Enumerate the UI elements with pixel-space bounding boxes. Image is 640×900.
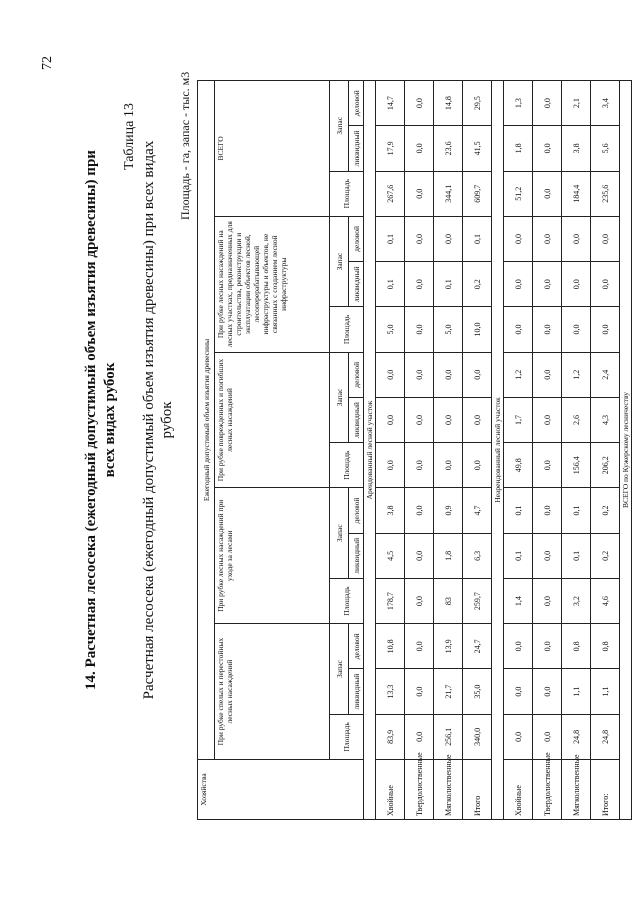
table-cell: 0,0 (533, 714, 562, 759)
table-cell: 29,5 (463, 81, 492, 126)
table-cell: 0,0 (591, 216, 620, 261)
table-cell: 0,0 (405, 126, 434, 171)
table-cell: 0,0 (405, 578, 434, 623)
table-cell: 0,2 (591, 533, 620, 578)
table-row (434, 81, 463, 820)
table-cell: 0,0 (504, 307, 533, 352)
table-cell: 1,3 (504, 81, 533, 126)
group-header: При рубке лесных насаждений на лесных участках, предназначенных для строительства, реконструкции и эксплуатации объектов лесной, лесоперерабатывающей инфраструктуры и объектов, не связанных с созданием лесной инфраструктуры (215, 216, 330, 352)
business-header: деловой (349, 81, 364, 126)
table-cell: 267,6 (376, 171, 405, 216)
row-name: Хвойные (376, 760, 405, 820)
table-cell: 10,0 (463, 307, 492, 352)
table-cell: 1,7 (504, 397, 533, 442)
group-header: При рубке спелых и перестойных лесных насаждений (215, 624, 330, 760)
row-name: Итого (463, 760, 492, 820)
table-cell: 3,8 (376, 488, 405, 533)
table-cell: 0,0 (533, 171, 562, 216)
table-row (376, 81, 405, 820)
table-cell: 83,9 (376, 714, 405, 759)
table-cell: 1,8 (504, 126, 533, 171)
row-name: Мягколиственные (434, 760, 463, 820)
table-cell: 0,0 (434, 397, 463, 442)
table-cell: 17,9 (376, 126, 405, 171)
table-cell: 21,7 (434, 669, 463, 714)
table-cell: 0,0 (405, 352, 434, 397)
table-cell: 0,0 (504, 714, 533, 759)
table-cell: 0,0 (434, 443, 463, 488)
table-cell: 4,7 (463, 488, 492, 533)
business-header: деловой (349, 216, 364, 261)
table-cell: 0,0 (562, 307, 591, 352)
table-cell: 0,0 (591, 262, 620, 307)
table-cell: 0,0 (533, 533, 562, 578)
table-cell: 13,3 (376, 669, 405, 714)
table-cell: 0,0 (533, 578, 562, 623)
table-cell: 344,1 (434, 171, 463, 216)
table-cell: 24,7 (463, 624, 492, 669)
liquid-header: ликвидный (349, 397, 364, 442)
table-cell: 14,8 (434, 81, 463, 126)
section-row (492, 81, 504, 820)
stock-header: Запас (330, 624, 349, 715)
table-cell: 0,0 (376, 397, 405, 442)
table-cell: 184,4 (562, 171, 591, 216)
table-cell: 0,0 (405, 624, 434, 669)
business-header: деловой (349, 352, 364, 397)
table-cell: 178,7 (376, 578, 405, 623)
table-cell: 13,9 (434, 624, 463, 669)
table-cell: 0,0 (533, 397, 562, 442)
table-cell: 3,4 (591, 81, 620, 126)
table-cell: 0,0 (533, 488, 562, 533)
table-cell: 4,6 (591, 578, 620, 623)
area-header: Площадь (330, 578, 364, 623)
table-cell: 1,8 (434, 533, 463, 578)
table-cell: 0,8 (591, 624, 620, 669)
group-header: При рубке лесных насаждений при уходе за лесами (215, 488, 330, 624)
table-cell: 0,0 (434, 352, 463, 397)
table-cell: 0,0 (405, 307, 434, 352)
table-cell: 35,0 (463, 669, 492, 714)
section-row (364, 81, 376, 820)
row-name: Твердолиственные (405, 760, 434, 820)
stock-header: Запас (330, 488, 349, 579)
table-cell: 0,9 (434, 488, 463, 533)
table-cell: 3,8 (562, 126, 591, 171)
table-cell: 0,0 (504, 669, 533, 714)
table-cell: 4,3 (591, 397, 620, 442)
table-cell: 2,4 (591, 352, 620, 397)
table-cell: 6,3 (463, 533, 492, 578)
table-cell: 0,0 (562, 216, 591, 261)
table-row (533, 81, 562, 820)
table-cell: 0,1 (504, 488, 533, 533)
table-cell: 0,0 (533, 262, 562, 307)
table-cell: 5,0 (434, 307, 463, 352)
row-name: Мягколиственные (562, 760, 591, 820)
area-header: Площадь (330, 307, 364, 352)
table-cell: 0,2 (463, 262, 492, 307)
table-cell: 0,0 (405, 669, 434, 714)
table-cell: 0,0 (533, 443, 562, 488)
table-cell: 41,5 (463, 126, 492, 171)
stock-header: Запас (330, 81, 349, 172)
table-cell: 4,5 (376, 533, 405, 578)
table-caption: Расчетная лесосека (ежегодный допустимый объем изъятия древесины) при всех видах рубок (141, 140, 175, 700)
table-cell: 0,0 (463, 397, 492, 442)
data-table (197, 80, 632, 820)
table-cell: 0,0 (405, 81, 434, 126)
table-cell: 0,1 (376, 216, 405, 261)
liquid-header: ликвидный (349, 126, 364, 171)
table-cell: 256,1 (434, 714, 463, 759)
table-cell: 0,1 (376, 262, 405, 307)
footer-row (620, 81, 632, 820)
table-cell: 0,0 (533, 216, 562, 261)
area-header: Площадь (330, 443, 364, 488)
area-header: Площадь (330, 714, 364, 759)
table-cell: 2,6 (562, 397, 591, 442)
row-name: Итого: (591, 760, 620, 820)
table-row (504, 81, 533, 820)
table-cell: 24,8 (562, 714, 591, 759)
table-cell: 0,0 (376, 443, 405, 488)
table-cell: 206,2 (591, 443, 620, 488)
liquid-header: ликвидный (349, 533, 364, 578)
table-cell: 0,0 (533, 81, 562, 126)
table-cell: 0,0 (591, 307, 620, 352)
table-cell: 0,0 (533, 624, 562, 669)
table-cell: 0,2 (591, 488, 620, 533)
table-cell: 0,0 (533, 126, 562, 171)
table-row (463, 81, 492, 820)
table-cell: 0,0 (463, 443, 492, 488)
farms-header: Хозяйства (198, 760, 364, 820)
table-body (364, 81, 632, 820)
area-header: Площадь (330, 171, 364, 216)
table-cell: 0,1 (504, 533, 533, 578)
table-cell: 259,7 (463, 578, 492, 623)
table-cell: 49,8 (504, 443, 533, 488)
table-cell: 1,1 (562, 669, 591, 714)
table-cell: 24,8 (591, 714, 620, 759)
table-cell: 235,6 (591, 171, 620, 216)
liquid-header: ликвидный (349, 669, 364, 714)
table-cell: 0,0 (533, 307, 562, 352)
units-label: Площадь - га, запас - тыс. м3 (178, 71, 192, 220)
table-cell: 0,0 (504, 624, 533, 669)
group-header: ВСЕГО (215, 81, 330, 217)
table-cell: 0,1 (562, 488, 591, 533)
table-cell: 0,0 (504, 262, 533, 307)
table-cell: 0,0 (405, 533, 434, 578)
table-cell: 0,0 (405, 262, 434, 307)
table-cell: 1,2 (504, 352, 533, 397)
table-cell: 5,0 (376, 307, 405, 352)
section-label: Арендованный лесной участок (364, 81, 376, 820)
table-cell: 1,1 (591, 669, 620, 714)
table-cell: 14,7 (376, 81, 405, 126)
table-cell: 0,0 (405, 443, 434, 488)
table-cell: 0,0 (405, 488, 434, 533)
stock-header: Запас (330, 216, 349, 307)
table-cell: 156,4 (562, 443, 591, 488)
business-header: деловой (349, 488, 364, 533)
group-header: При рубке поврежденных и погибших лесных насаждений (215, 352, 330, 488)
table-cell: 0,0 (405, 397, 434, 442)
table-cell: 0,0 (405, 714, 434, 759)
table-cell: 1,2 (562, 352, 591, 397)
table-cell: 0,1 (562, 533, 591, 578)
table-cell: 340,0 (463, 714, 492, 759)
section-label: Неарендованный лесной участок (492, 81, 504, 820)
footer-label: ВСЕГО по Кужерскому лесничеству (620, 81, 632, 820)
table-row (562, 81, 591, 820)
table-cell: 0,0 (405, 171, 434, 216)
table-row (405, 81, 434, 820)
table-row (591, 81, 620, 820)
table-cell: 0,0 (562, 262, 591, 307)
table-cell: 0,0 (504, 216, 533, 261)
annual-header: Ежегодный допустимый объем изъятия древесины (198, 81, 215, 760)
business-header: деловой (349, 624, 364, 669)
table-cell: 0,1 (434, 262, 463, 307)
table-cell: 0,0 (376, 352, 405, 397)
table-cell: 609,7 (463, 171, 492, 216)
section-heading: 14. Расчетная лесосека (ежегодный допустимый объем изъятия древесины) при всех видах рубок (83, 150, 118, 690)
row-name: Хвойные (504, 760, 533, 820)
table-cell: 1,4 (504, 578, 533, 623)
table-cell: 83 (434, 578, 463, 623)
table-cell: 0,0 (405, 216, 434, 261)
table-cell: 0,8 (562, 624, 591, 669)
page-number: 72 (40, 56, 55, 70)
table-cell: 23,6 (434, 126, 463, 171)
table-cell: 0,0 (463, 352, 492, 397)
stock-header: Запас (330, 352, 349, 443)
table-cell: 0,0 (434, 216, 463, 261)
table-cell: 3,2 (562, 578, 591, 623)
table-cell: 2,1 (562, 81, 591, 126)
table-cell: 0,0 (533, 352, 562, 397)
table-cell: 0,0 (533, 669, 562, 714)
table-cell: 51,2 (504, 171, 533, 216)
table-cell: 10,8 (376, 624, 405, 669)
liquid-header: ликвидный (349, 262, 364, 307)
table-cell: 0,1 (463, 216, 492, 261)
table-number: Таблица 13 (122, 103, 137, 170)
row-name: Твердолиственные (533, 760, 562, 820)
table-cell: 5,6 (591, 126, 620, 171)
